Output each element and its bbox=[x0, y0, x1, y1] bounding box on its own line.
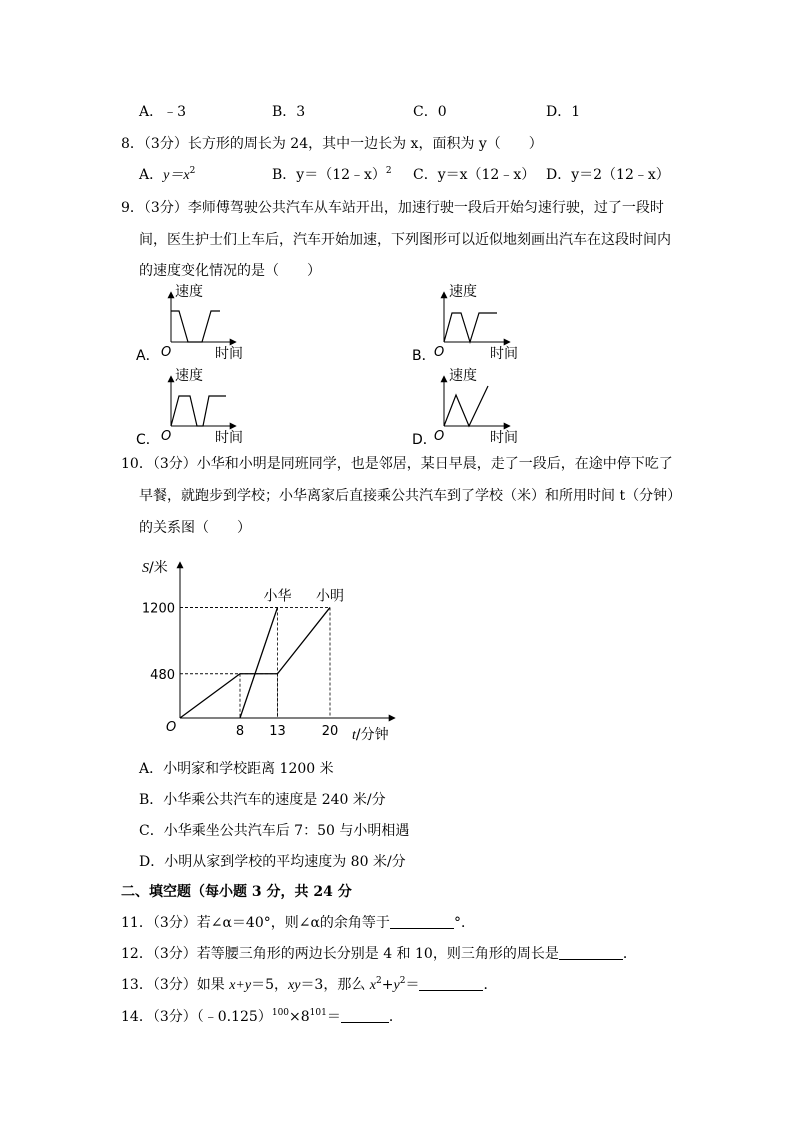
q8-option-d bbox=[546, 166, 670, 184]
q13-expr2: xy bbox=[288, 978, 301, 993]
q9-graph-a-xlabel: 时间 bbox=[215, 346, 243, 362]
q9-graph-a-origin: O bbox=[161, 345, 172, 360]
q9-graph-d-ylabel: 速度 bbox=[449, 368, 477, 384]
q9-graph-c-curve bbox=[171, 396, 226, 426]
q7-option-b: B．3 bbox=[272, 104, 306, 120]
q8-option-a-label: A． bbox=[139, 167, 164, 183]
q14-sup1: 100 bbox=[271, 1008, 290, 1018]
q8-option-a-sup: 2 bbox=[189, 166, 196, 176]
y-tick-label-1: 1200 bbox=[141, 601, 175, 617]
q7-option-a: A．﹣3 bbox=[139, 104, 187, 120]
q9-graphs bbox=[0, 280, 794, 450]
q9-graph-d-xlabel: 时间 bbox=[490, 430, 518, 446]
q9-graph-c-ylabel: 速度 bbox=[175, 368, 203, 384]
q9-stem-line1 bbox=[121, 199, 664, 217]
q10-option-a: A．小明家和学校距离 1200 米 bbox=[139, 761, 334, 777]
q8-text: 长方形的周长为 24，其中一边长为 x，面积为 y（ ） bbox=[187, 136, 543, 152]
q9-graph-a-ylabel: 速度 bbox=[175, 284, 203, 300]
q13-number: 13． bbox=[121, 977, 153, 993]
q11-number: 11． bbox=[121, 915, 153, 931]
series-label-0: 小明 bbox=[316, 588, 344, 605]
q9-graph-d-origin: O bbox=[434, 429, 445, 444]
series-label-1: 小华 bbox=[263, 588, 292, 605]
q9-option-b-label: B． bbox=[412, 348, 436, 364]
q8-option-b bbox=[272, 166, 392, 184]
q14-expr3: ＝ bbox=[326, 1009, 341, 1025]
q13-post: ． bbox=[483, 977, 498, 993]
q8-option-c-label: C． bbox=[413, 167, 438, 183]
q9-number: 9． bbox=[121, 200, 144, 216]
q13-t1: ＝5， bbox=[251, 977, 288, 993]
q8-stem bbox=[121, 135, 543, 153]
q9-score: （3分） bbox=[143, 200, 188, 216]
x-tick-label-0: 8 bbox=[235, 724, 245, 739]
q9-option-d-label: D． bbox=[412, 432, 437, 448]
q8-option-b-sup: 2 bbox=[385, 166, 392, 176]
q9-graph-b-curve bbox=[444, 313, 497, 342]
q13-expr1: x+y bbox=[229, 978, 252, 993]
q7-option-d: D．1 bbox=[546, 104, 581, 120]
series-line-0 bbox=[180, 607, 330, 718]
q10-chart bbox=[130, 550, 430, 750]
q9-line1: 李师傅驾驶公共汽车从车站开出，加速行驶一段后开始匀速行驶，过了一段时 bbox=[187, 200, 664, 216]
q12 bbox=[121, 945, 637, 963]
q11-text: 若∠α＝40°，则∠α的余角等于 bbox=[196, 915, 390, 931]
q13-t3: + bbox=[381, 977, 394, 993]
x-tick-label-1: 13 bbox=[269, 724, 286, 739]
q9-graph-b-ylabel: 速度 bbox=[449, 284, 477, 300]
q9-graph-a-curve bbox=[171, 311, 220, 342]
q12-post: ． bbox=[622, 946, 637, 962]
q14-post: ． bbox=[388, 1009, 403, 1025]
q9-stem-line2: 间，医生护士们上车后，汽车开始加速，下列图形可以近似地刻画出汽车在这段时间内 bbox=[139, 232, 671, 248]
q13-expr4: y bbox=[393, 978, 400, 993]
q10-option-b: B．小华乘公共汽车的速度是 240 米/分 bbox=[139, 792, 386, 808]
q13-pre: 如果 bbox=[196, 977, 230, 993]
q14-score: （3分） bbox=[152, 1009, 197, 1025]
q11-score: （3分） bbox=[152, 915, 197, 931]
q14 bbox=[121, 1008, 403, 1026]
q13-t4: ＝ bbox=[405, 977, 420, 993]
q12-answer-blank[interactable] bbox=[559, 945, 623, 960]
q10-option-d: D．小明从家到学校的平均速度为 80 米/分 bbox=[139, 854, 406, 870]
q14-answer-blank[interactable] bbox=[341, 1008, 389, 1023]
q8-number: 8． bbox=[121, 136, 144, 152]
q8-option-c bbox=[413, 166, 535, 184]
section-2-title: 二、填空题（每小题 3 分，共 24 分 bbox=[121, 884, 352, 900]
q11 bbox=[121, 914, 475, 932]
q8-score: （3分） bbox=[143, 136, 188, 152]
q9-option-c-label: C． bbox=[136, 432, 160, 448]
q10-stem-line3: 的关系图（ ） bbox=[139, 520, 251, 536]
q13-expr3: x bbox=[369, 978, 377, 993]
q12-score: （3分） bbox=[152, 946, 197, 962]
y-tick-label-0: 480 bbox=[150, 667, 175, 683]
q7-option-c: C．0 bbox=[413, 104, 447, 120]
q14-expr1: （﹣0.125） bbox=[196, 1009, 272, 1025]
q9-graph-b-origin: O bbox=[434, 345, 445, 360]
q8-option-b-expr: y＝（12﹣x） bbox=[296, 167, 386, 183]
q11-post: °． bbox=[453, 915, 475, 931]
q10-line1: 小华和小明是同班同学，也是邻居，某日早晨，走了一段后，在途中停下吃了 bbox=[196, 456, 673, 472]
q8-option-d-expr: y＝2（12﹣x） bbox=[571, 167, 670, 183]
q13-score: （3分） bbox=[152, 977, 197, 993]
q12-number: 12． bbox=[121, 946, 153, 962]
q9-graph-c bbox=[136, 367, 243, 448]
q9-graph-b-xlabel: 时间 bbox=[490, 346, 518, 362]
q12-text: 若等腰三角形的两边长分别是 4 和 10，则三角形的周长是 bbox=[196, 946, 559, 962]
q9-option-a-label: A． bbox=[136, 348, 160, 364]
q9-graph-b bbox=[412, 283, 518, 364]
q10-score: （3分） bbox=[152, 456, 197, 472]
q14-expr2: ×8 bbox=[289, 1009, 310, 1025]
q9-graph-d bbox=[412, 367, 518, 448]
q13-answer-blank[interactable] bbox=[419, 976, 483, 991]
q9-graph-a bbox=[136, 283, 243, 364]
series-line-1 bbox=[240, 607, 278, 718]
q8-option-c-expr: y＝x（12﹣x） bbox=[437, 167, 536, 183]
chart-y-label: S/米 bbox=[142, 560, 168, 576]
q10-stem-line1 bbox=[121, 455, 673, 473]
x-tick-label-2: 20 bbox=[321, 724, 339, 739]
q10-stem-line2: 早餐，就跑步到学校；小华离家后直接乘公共汽车到了学校（米）和所用时间 t（分钟） bbox=[139, 488, 682, 504]
q8-option-a-expr: y＝x bbox=[163, 168, 190, 183]
q13 bbox=[121, 976, 497, 995]
chart-x-label: t/分钟 bbox=[352, 727, 389, 743]
q8-option-a bbox=[139, 166, 195, 185]
q13-sup1: 2 bbox=[376, 976, 382, 986]
q10-option-c: C．小华乘坐公共汽车后 7：50 与小明相遇 bbox=[139, 823, 410, 839]
q10-number: 10． bbox=[121, 456, 153, 472]
q13-t2: ＝3，那么 bbox=[300, 977, 370, 993]
q13-sup2: 2 bbox=[399, 976, 406, 986]
q14-sup2: 101 bbox=[309, 1008, 327, 1018]
q11-answer-blank[interactable] bbox=[390, 914, 454, 929]
q8-option-d-label: D． bbox=[546, 167, 572, 183]
q14-number: 14． bbox=[121, 1009, 153, 1025]
q8-option-b-label: B． bbox=[272, 167, 297, 183]
q9-graph-c-xlabel: 时间 bbox=[215, 430, 243, 446]
chart-origin: O bbox=[166, 720, 177, 735]
q9-stem-line3: 的速度变化情况的是（ ） bbox=[139, 263, 321, 279]
q9-graph-c-origin: O bbox=[161, 429, 172, 444]
q9-graph-d-curve bbox=[444, 386, 488, 426]
